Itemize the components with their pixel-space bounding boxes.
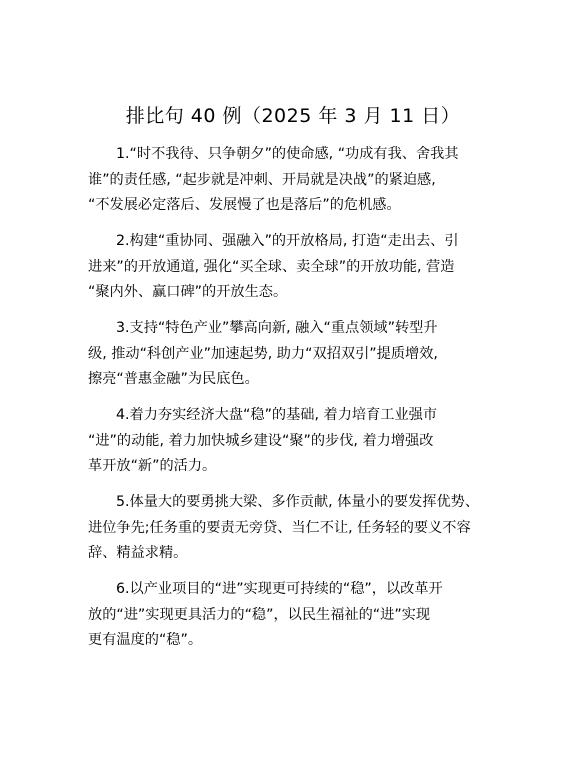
paragraph-4 <box>88 403 498 480</box>
paragraph-6 <box>88 577 498 654</box>
paragraph-line: 3.支持“特色产业”攀高向新, 融入“重点领域”转型升 <box>116 320 438 336</box>
paragraph-2 <box>88 229 498 306</box>
paragraph-line: 谁”的责任感, “起步就是冲刺、开局就是决战”的紧迫感, <box>88 171 436 188</box>
paragraph-line: 进位争先;任务重的要责无旁贷、当仁不让, 任务轻的要义不容 <box>88 519 471 536</box>
paragraph-line: 级, 推动“科创产业”加速起势, 助力“双招双引”提质增效, <box>88 345 438 362</box>
paragraph-line: 更有温度的“稳”。 <box>88 632 203 649</box>
paragraph-line: 辞、精益求精。 <box>88 545 188 562</box>
paragraph-line: 2.构建“重协同、强融入”的开放格局, 打造“走出去、引 <box>116 233 459 249</box>
paragraph-line: “进”的动能, 着力加快城乡建设“聚”的步伐, 着力增强改 <box>88 432 434 449</box>
paragraph-line: 放的“进”实现更具活力的“稳”，以民生福祉的“进”实现 <box>88 606 431 623</box>
paragraph-line: 6.以产业项目的“进”实现更可持续的“稳”，以改革开 <box>116 581 443 597</box>
paragraph-line: 4.着力夯实经济大盘“稳”的基础, 着力培育工业强市 <box>116 407 438 423</box>
paragraph-5 <box>88 490 498 567</box>
paragraph-line: “不发展必定落后、发展慢了也是落后”的危机感。 <box>88 197 401 214</box>
paragraph-3 <box>88 316 498 393</box>
paragraph-1 <box>88 142 498 219</box>
paragraph-line: 进来”的开放通道, 强化“买全球、卖全球”的开放功能, 营造 <box>88 258 455 275</box>
paragraph-line: 革开放“新”的活力。 <box>88 458 217 475</box>
paragraph-line: 擦亮“普惠金融”为民底色。 <box>88 371 259 388</box>
document-title: 排比句 40 例（2025 年 3 月 11 日） <box>125 105 461 127</box>
paragraph-line: “聚内外、赢口碑”的开放生态。 <box>88 284 288 301</box>
paragraph-line: 5.体量大的要勇挑大梁、多作贡献, 体量小的要发挥优势、 <box>116 494 480 510</box>
paragraph-line: 1.“时不我待、只争朝夕”的使命感, “功成有我、舍我其 <box>116 146 459 162</box>
